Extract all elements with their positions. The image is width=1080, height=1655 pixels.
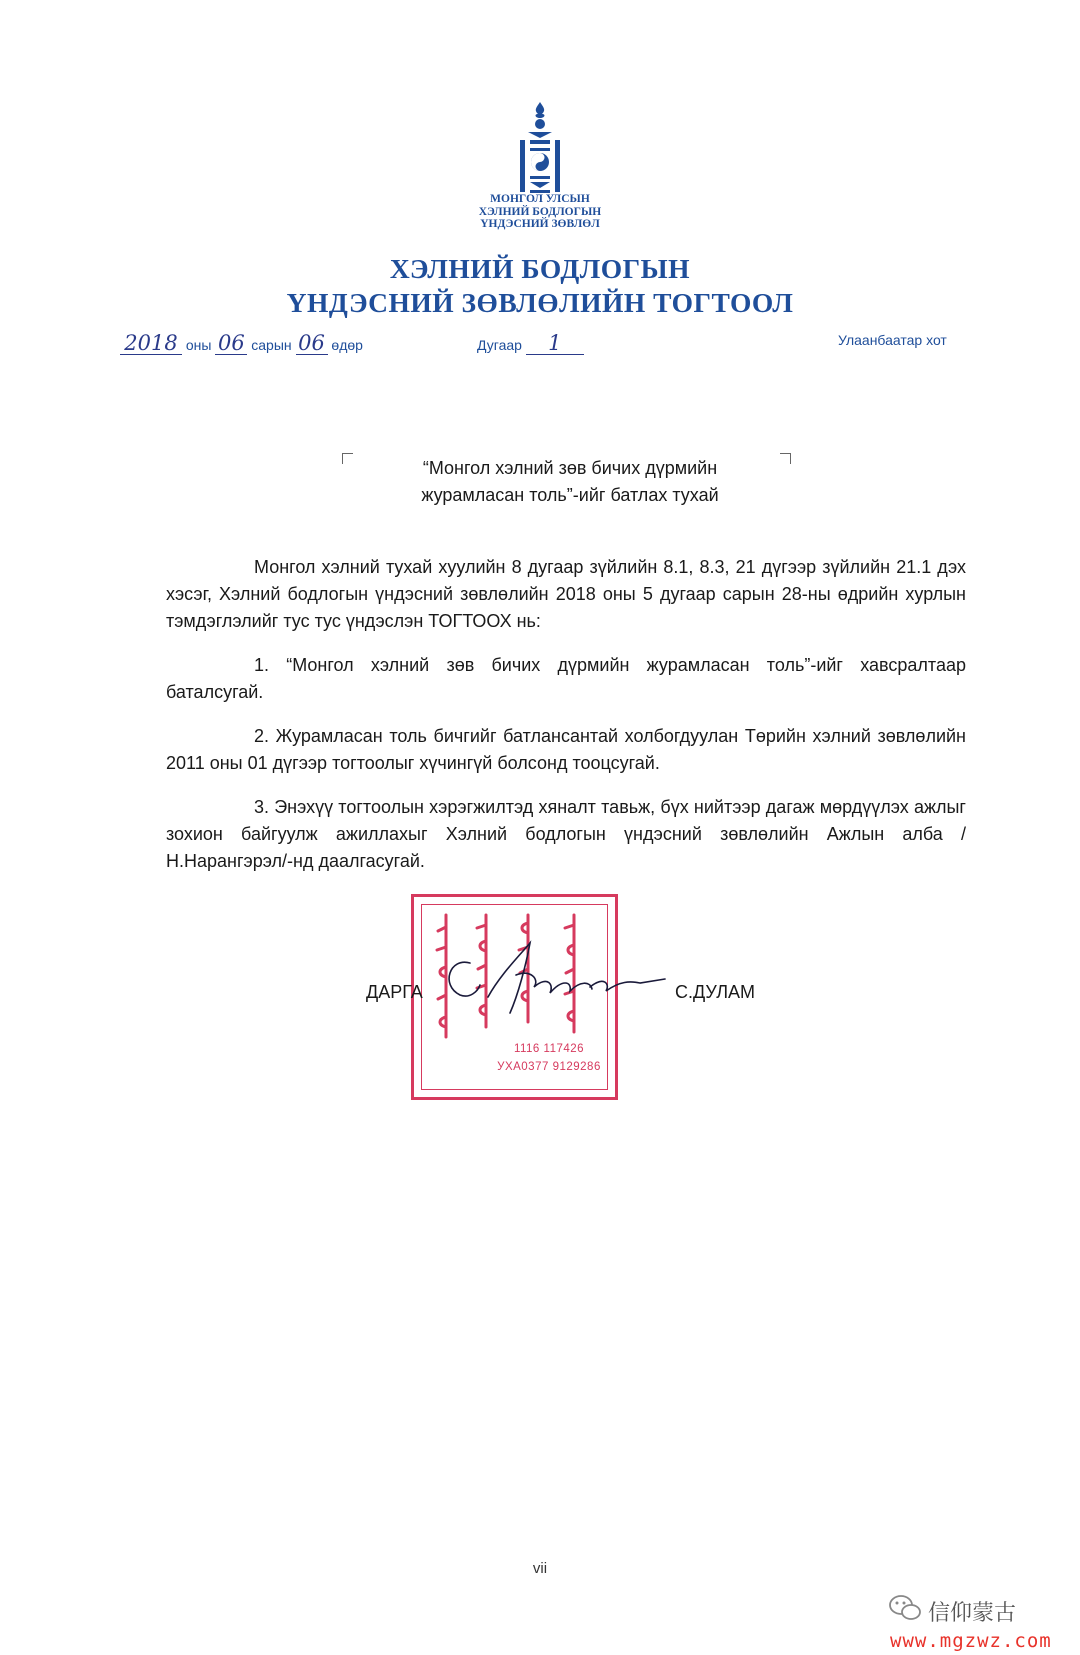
- document-title: [200, 252, 880, 320]
- signatory-role: ДАРГА: [366, 982, 423, 1002]
- subject-line: “Монгол хэлний зөв бичих дүрмийн: [422, 458, 718, 478]
- city-label: Улаанбаатар хот: [838, 332, 947, 348]
- item-1-paragraph: [166, 652, 966, 706]
- org-line: ҮНДЭСНИЙ ЗӨВЛӨЛ: [480, 218, 600, 230]
- org-line: МОНГОЛ УЛСЫН: [490, 193, 590, 205]
- number-field: [477, 332, 584, 355]
- subject-line: журамласан толь”-ийг батлах тухай: [421, 485, 719, 505]
- number-label: Дугаар: [477, 337, 522, 353]
- item-2-paragraph: [166, 723, 966, 777]
- wechat-icon: [888, 1593, 922, 1623]
- month-value: 06: [215, 332, 247, 355]
- org-line: ХЭЛНИЙ БОДЛОГЫН: [478, 205, 602, 218]
- title-line: ХЭЛНИЙ БОДЛОГЫН: [389, 253, 691, 284]
- subject-heading: [330, 455, 810, 509]
- item-1-text: 1. “Монгол хэлний зөв бичих дүрмийн журамласан толь”-ийг хавсралтаар баталсугай.: [166, 655, 966, 702]
- date-field: [120, 332, 363, 355]
- day-value: 06: [296, 332, 328, 355]
- month-suffix: сарын: [251, 337, 292, 353]
- item-2-text: 2. Журамласан толь бичгийг батлансантай холбогдуулан Төрийн хэлний зөвлөлийн 2011 оны 01 дүгээр тогтоолыг хүчингүй болсонд тооцсугай.: [166, 726, 966, 773]
- year-value: 2018: [120, 332, 182, 355]
- day-suffix: өдөр: [331, 337, 363, 353]
- seal-number: УХА0377 9129286: [497, 1061, 601, 1073]
- watermark-url: www.mgzwz.com: [890, 1630, 1052, 1652]
- intro-text: Монгол хэлний тухай хуулийн 8 дугаар зүйлийн 8.1, 8.3, 21 дүгээр зүйлийн 21.1 дэх хэсэг, Хэлний бодлогын үндэсний зөвлөлийн 2018 оны 5 дугаар сарын 28-ны өдрийн хурлын тэмдэглэлийг тус тус үндэслэн ТОГТООХ нь:: [166, 557, 966, 631]
- year-suffix: оны: [185, 337, 212, 353]
- seal-number: 1116 117426: [513, 1043, 585, 1055]
- item-3-paragraph: [166, 794, 966, 875]
- watermark-text: 信仰蒙古: [928, 1601, 1017, 1626]
- signatory-name: С.ДУЛАМ: [675, 982, 756, 1002]
- item-3-text: 3. Энэхүү тогтоолын хэрэгжилтэд хяналт тавьж, бүх нийтээр дагаж мөрдүүлэх ажлыг зохион байгуулж ажиллахыг Хэлний бодлогын үндэсний зөвлөлийн Ажлын алба /Н.Нарангэрэл/-нд даалгасугай.: [166, 797, 966, 871]
- intro-paragraph: [166, 554, 966, 635]
- number-value: 1: [526, 332, 584, 355]
- handwritten-signature: [430, 935, 670, 1025]
- council-name-small: [420, 193, 660, 231]
- title-line: ҮНДЭСНИЙ ЗӨВЛӨЛИЙН ТОГТООЛ: [286, 287, 794, 318]
- page-number: vii: [532, 1560, 548, 1577]
